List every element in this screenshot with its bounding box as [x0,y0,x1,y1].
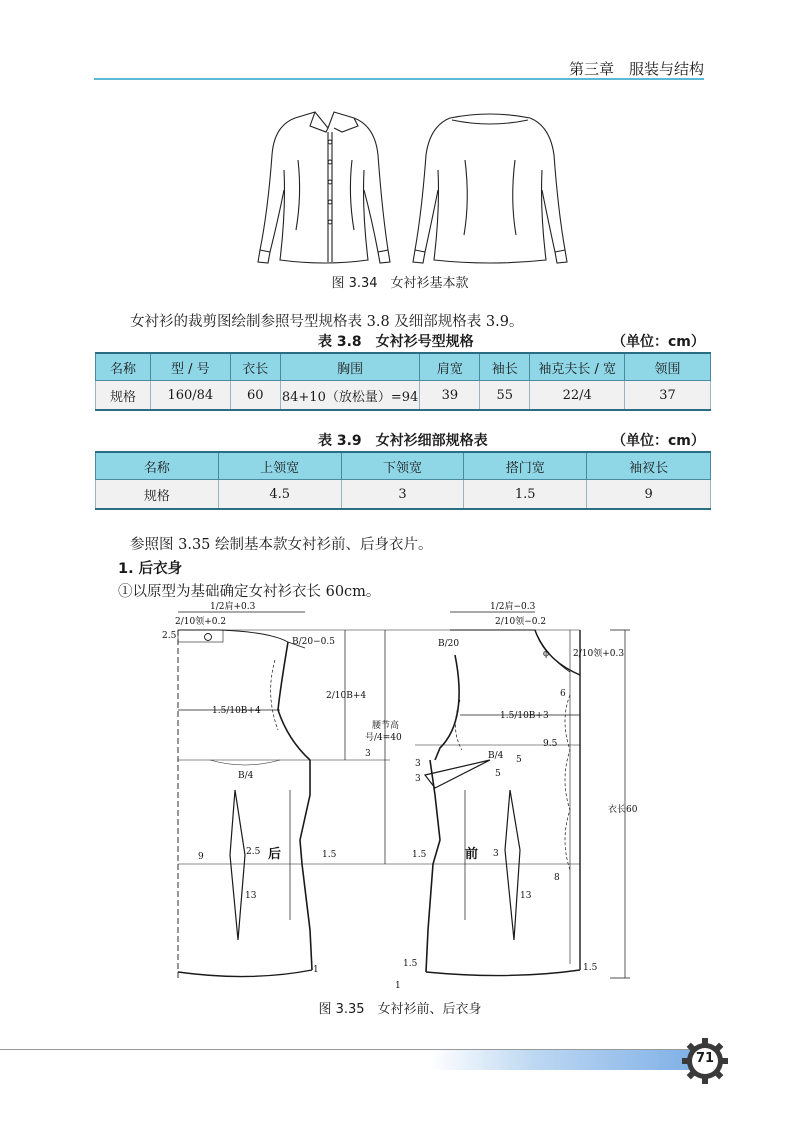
table-cell: 规格 [96,381,151,411]
label-3d: 3 [493,849,499,859]
table-39-unit: （单位：cm） [612,433,705,449]
label-front-b4: B/4 [488,751,504,761]
table-cell: 55 [480,381,530,411]
footer-gradient-band [430,1050,695,1070]
table-39-header-row [96,452,711,480]
figure-335-caption: 图 3.35 女衬衫前、后衣身 [318,1002,482,1017]
label-95: 9.5 [543,739,558,749]
table-cell: 规格 [96,480,219,510]
label-25b: 2.5 [246,847,261,857]
table-header-cell: 领围 [625,353,711,381]
table-header-cell: 肩宽 [420,353,480,381]
table-cell: 1.5 [464,480,587,510]
blouse-front-drawing [258,112,390,263]
label-25a: 2.5 [162,631,177,641]
label-15c: 1.5 [403,959,418,969]
figure-334-caption: 图 3.34 女衬衫基本款 [331,276,469,291]
label-front-neck: 2/10领−0.2 [495,617,547,627]
table-header-cell: 袖长 [480,353,530,381]
table-cell: 37 [625,381,711,411]
pattern-draft-diagram [150,600,650,995]
section-title: 1. 后衣身 [118,561,183,577]
table-cell: 4.5 [218,480,341,510]
table-header-cell: 下领宽 [341,452,464,480]
table-cell: 9 [587,480,711,510]
label-9: 9 [198,852,204,862]
header-rule [94,78,704,80]
back-bodice [178,630,580,978]
table-cell: 84+10（放松量）=94 [280,381,420,411]
label-phi: ϕ [543,649,550,659]
label-length: 衣长60 [608,805,638,815]
label-back-width: 1/2肩+0.3 [210,602,256,612]
table-cell: 3 [341,480,464,510]
label-6: 6 [560,689,566,699]
table-cell: 39 [420,381,480,411]
table-header-cell: 名称 [96,452,219,480]
table-38 [95,352,711,411]
table-cell: 160/84 [150,381,230,411]
label-front-mid: 1.5/10B+3 [500,711,549,721]
table-header-cell: 搭门宽 [464,452,587,480]
label-front: 前 [465,847,479,862]
label-15b: 1.5 [412,850,427,860]
label-13a: 13 [245,891,257,901]
table-39 [95,451,711,510]
table-header-cell: 胸围 [280,353,420,381]
label-waist-formula: 号/4=40 [365,733,402,743]
label-1a: 1 [313,965,319,975]
label-13b: 13 [520,891,532,901]
table-38-unit: （单位：cm） [612,334,705,350]
label-front-width: 1/2肩−0.3 [490,602,536,612]
table-cell: 60 [230,381,280,411]
label-3c: 3 [415,774,421,784]
table-row [96,381,711,411]
label-front-neck-depth: 2/10领+0.3 [573,649,625,659]
label-back-b20: B/20−0.5 [292,637,335,647]
table-header-cell: 型 / 号 [150,353,230,381]
label-8: 8 [554,873,560,883]
label-front-b20: B/20 [438,639,460,649]
label-15d: 1.5 [583,963,598,973]
label-back-mid: 1.5/10B+4 [212,706,261,716]
label-back-b4: B/4 [238,771,254,781]
blouse-illustration [240,100,570,270]
label-waist-height: 腰节高 [372,721,400,731]
label-5a: 5 [516,755,522,765]
reference-paragraph: 参照图 3.35 绘制基本款女衬衫前、后身衣片。 [130,537,433,553]
label-3a: 3 [365,749,371,759]
intro-paragraph: 女衬衫的裁剪图绘制参照号型规格表 3.8 及细部规格表 3.9。 [130,314,524,330]
chapter-header: 第三章 服装与结构 [568,60,704,78]
label-back: 后 [268,847,282,862]
label-3b: 3 [415,759,421,769]
front-bodice [271,630,580,976]
label-15a: 1.5 [322,850,337,860]
table-header-cell: 袖克夫长 / 宽 [530,353,625,381]
blouse-back-drawing [413,114,567,263]
table-39-title: 表 3.9 女衬衫细部规格表 [318,433,488,449]
table-header-cell: 上领宽 [218,452,341,480]
measurement-lines [178,612,630,978]
table-header-cell: 名称 [96,353,151,381]
step-1-text: ①以原型为基础确定女衬衫衣长 60cm。 [118,584,381,600]
table-38-title: 表 3.8 女衬衫号型规格 [318,334,474,350]
label-depth: 2/10B+4 [326,691,367,701]
table-header-cell: 袖衩长 [587,452,711,480]
table-38-header-row [96,353,711,381]
label-5b: 5 [495,769,501,779]
page-number: 71 [695,1051,715,1066]
table-row [96,480,711,510]
table-header-cell: 衣长 [230,353,280,381]
label-1b: 1 [395,981,401,991]
label-back-neck: 2/10领+0.2 [175,617,227,627]
table-cell: 22/4 [530,381,625,411]
